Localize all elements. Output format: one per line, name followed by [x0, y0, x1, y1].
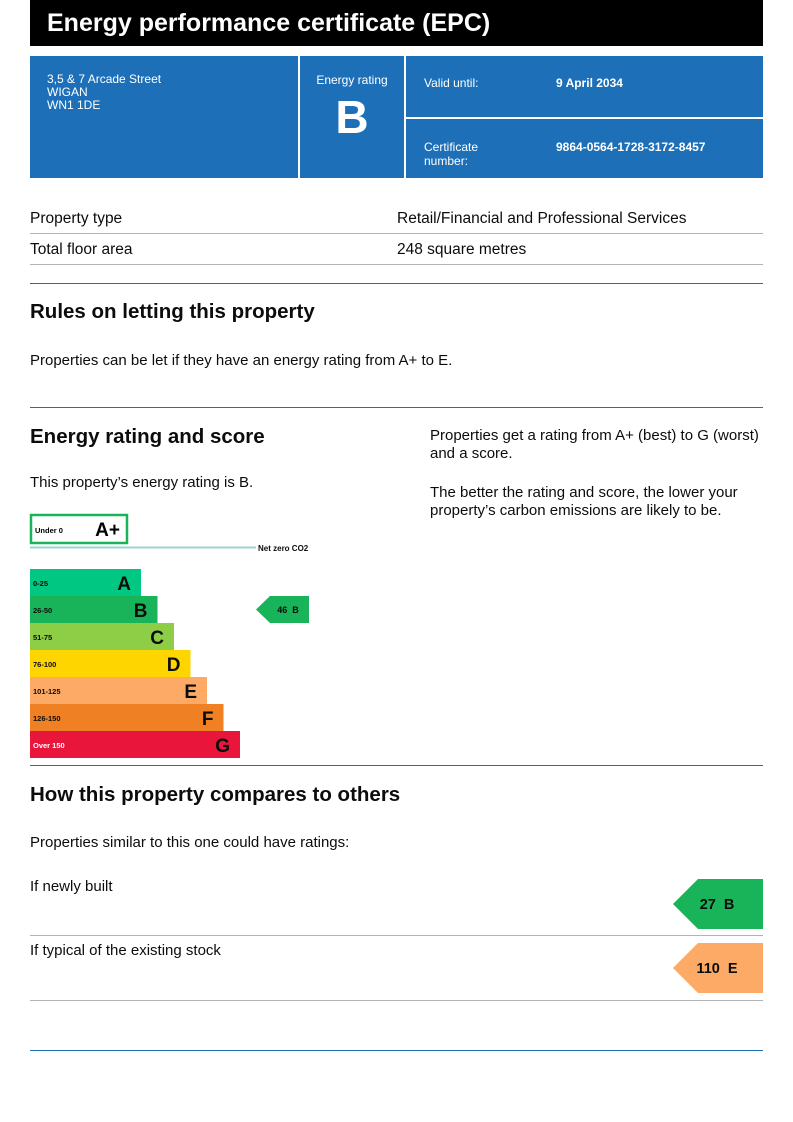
certificate-number-value: 9864-0564-1728-3172-8457 — [556, 140, 706, 154]
band-range-label: 26-50 — [33, 606, 53, 615]
band-letter: A — [117, 574, 131, 595]
section-divider — [30, 407, 763, 408]
valid-until-label: Valid until: — [424, 76, 479, 90]
band-range-label: 76-100 — [33, 660, 57, 669]
energy-rating-chart — [30, 513, 330, 757]
band-range-label: 101-125 — [33, 687, 61, 696]
existing-stock-score: 110 E — [696, 961, 738, 977]
band-range-label: 51-75 — [33, 633, 53, 642]
floor-area-row — [30, 234, 763, 265]
section-divider — [30, 765, 763, 766]
letting-text: Properties can be let if they have an energy rating from A+ to E. — [30, 352, 453, 369]
address-line: WIGAN — [47, 85, 88, 99]
address-line: 3,5 & 7 Arcade Street — [47, 72, 162, 86]
certificate-header — [30, 56, 763, 178]
band-range-label: 0-25 — [33, 579, 49, 588]
existing-stock-label: If typical of the existing stock — [30, 942, 221, 959]
net-zero-label: Net zero CO2 — [258, 544, 309, 553]
score-text: This property’s energy rating is B. — [30, 474, 254, 491]
score-heading: Energy rating and score — [30, 425, 265, 448]
divider — [406, 117, 763, 119]
floor-area-value: 248 square metres — [397, 241, 527, 258]
energy-rating-label: Energy rating — [316, 73, 388, 87]
newly-built-score: 27 B — [699, 897, 735, 913]
score-side-text-1: Properties get a rating from A+ (best) to G (worst) and a score. — [430, 427, 759, 462]
band-letter: D — [166, 655, 181, 676]
page-title: Energy performance certificate (EPC) — [47, 9, 491, 37]
band-range-label: 126-150 — [33, 714, 61, 723]
energy-rating-letter: B — [335, 91, 369, 143]
section-divider — [30, 283, 763, 284]
property-type-row — [30, 203, 763, 234]
newly-built-arrow — [673, 879, 763, 929]
property-type-label: Property type — [30, 210, 123, 227]
newly-built-rating — [673, 879, 763, 929]
certificate-number-label: Certificate number: — [424, 140, 479, 168]
letting-heading: Rules on letting this property — [30, 300, 315, 323]
property-type-value: Retail/Financial and Professional Services — [397, 210, 687, 227]
existing-stock-rating — [673, 943, 763, 993]
valid-until-value: 9 April 2034 — [556, 76, 623, 90]
band-letter: A+ — [95, 520, 120, 541]
floor-area-label: Total floor area — [30, 241, 133, 258]
compare-text: Properties similar to this one could have ratings: — [30, 834, 350, 851]
current-rating-label: 46 B — [277, 605, 299, 615]
band-letter: E — [184, 682, 197, 703]
band-letter: C — [150, 628, 164, 649]
band-range-label: Over 150 — [33, 741, 65, 750]
address-line: WN1 1DE — [47, 98, 101, 112]
row-divider — [30, 1000, 763, 1001]
band-range-label: Under 0 — [35, 526, 63, 535]
newly-built-label: If newly built — [30, 878, 113, 895]
section-divider — [30, 1050, 763, 1051]
property-address — [47, 73, 307, 112]
band-letter: G — [215, 736, 230, 757]
row-divider — [30, 935, 763, 936]
band-letter: B — [133, 601, 148, 622]
compare-heading: How this property compares to others — [30, 783, 401, 806]
title-bar — [30, 0, 763, 46]
score-side-text-2: The better the rating and score, the lower your property’s carbon emissions are likely to be. — [430, 484, 738, 519]
band-letter: F — [201, 709, 214, 730]
